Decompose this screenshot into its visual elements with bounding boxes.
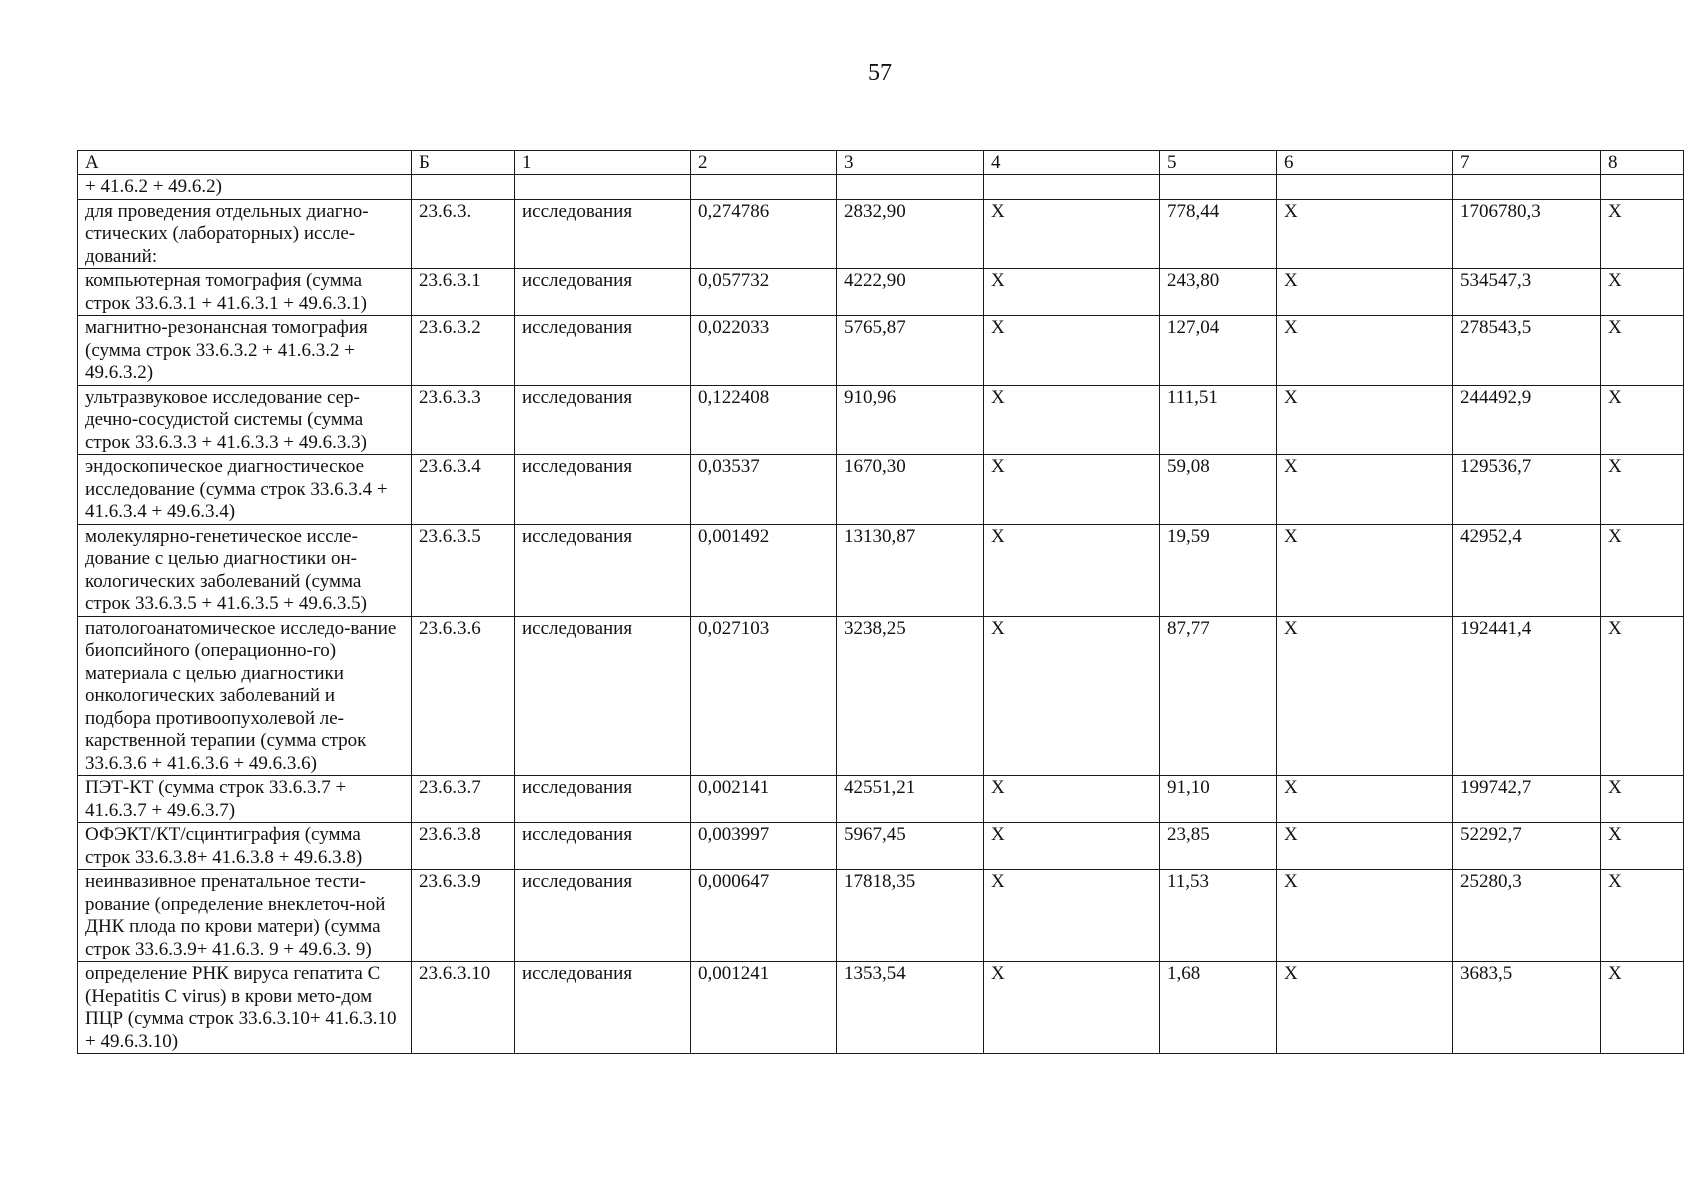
table-row <box>78 316 1684 386</box>
cell-code: 23.6.3.9 <box>412 870 515 962</box>
cell-col2: 0,022033 <box>691 316 837 386</box>
table-row <box>78 385 1684 455</box>
header-cell-b: Б <box>412 151 515 175</box>
table-row <box>78 199 1684 269</box>
cell-col3: 5967,45 <box>837 823 984 870</box>
header-cell-4: 4 <box>984 151 1160 175</box>
cell-col7: 192441,4 <box>1453 616 1601 776</box>
cell-unit: исследования <box>515 316 691 386</box>
cell-col3: 4222,90 <box>837 269 984 316</box>
table-row <box>78 524 1684 616</box>
cell-col2: 0,057732 <box>691 269 837 316</box>
cell-col8: Х <box>1601 776 1684 823</box>
cell-col4: Х <box>984 616 1160 776</box>
cell-col6: Х <box>1277 870 1453 962</box>
cell-name: ОФЭКТ/КТ/сцинтиграфия (сумма строк 33.6.3.8+ 41.6.3.8 + 49.6.3.8) <box>78 823 412 870</box>
cell-col5: 243,80 <box>1160 269 1277 316</box>
table-row <box>78 455 1684 525</box>
cell-unit: исследования <box>515 524 691 616</box>
cell-name: определение РНК вируса гепатита С (Hepatitis C virus) в крови мето-дом ПЦР (сумма строк 33.6.3.10+ 41.6.3.10 + 49.6.3.10) <box>78 962 412 1054</box>
cell-col3: 3238,25 <box>837 616 984 776</box>
cell-col2: 0,274786 <box>691 199 837 269</box>
cell-unit <box>515 175 691 200</box>
table-header-row <box>78 151 1684 175</box>
cell-col8: Х <box>1601 823 1684 870</box>
cell-name: эндоскопическое диагностическое исследование (сумма строк 33.6.3.4 + 41.6.3.4 + 49.6.3.4) <box>78 455 412 525</box>
cell-col7: 244492,9 <box>1453 385 1601 455</box>
cell-name: патологоанатомическое исследо-вание биопсийного (операционно-го) материала с целью диагностики онкологических заболеваний и подбора противоопухолевой ле-карственной терапии (сумма строк 33.6.3.6 + 41.6.3.6 + 49.6.3.6) <box>78 616 412 776</box>
table-row <box>78 175 1684 200</box>
cell-code: 23.6.3. <box>412 199 515 269</box>
cell-unit: исследования <box>515 776 691 823</box>
cell-col5: 19,59 <box>1160 524 1277 616</box>
cell-col5: 11,53 <box>1160 870 1277 962</box>
header-cell-3: 3 <box>837 151 984 175</box>
cell-col7: 534547,3 <box>1453 269 1601 316</box>
cell-unit: исследования <box>515 199 691 269</box>
cell-code: 23.6.3.10 <box>412 962 515 1054</box>
cell-code: 23.6.3.6 <box>412 616 515 776</box>
cell-col7: 278543,5 <box>1453 316 1601 386</box>
cell-name: неинвазивное пренатальное тести-рование (определение внеклеточ-ной ДНК плода по крови матери) (сумма строк 33.6.3.9+ 41.6.3. 9 + 49.6.3. 9) <box>78 870 412 962</box>
cell-col8: Х <box>1601 962 1684 1054</box>
cell-code: 23.6.3.4 <box>412 455 515 525</box>
cell-col4: Х <box>984 269 1160 316</box>
cell-col6: Х <box>1277 316 1453 386</box>
cell-unit: исследования <box>515 962 691 1054</box>
cell-col2: 0,003997 <box>691 823 837 870</box>
cell-code: 23.6.3.1 <box>412 269 515 316</box>
cell-code: 23.6.3.8 <box>412 823 515 870</box>
cell-col3: 13130,87 <box>837 524 984 616</box>
cell-unit: исследования <box>515 455 691 525</box>
cell-name: ультразвуковое исследование сер-дечно-сосудистой системы (сумма строк 33.6.3.3 + 41.6.3.3 + 49.6.3.3) <box>78 385 412 455</box>
cell-col3: 1353,54 <box>837 962 984 1054</box>
header-cell-7: 7 <box>1453 151 1601 175</box>
cell-col4 <box>984 175 1160 200</box>
table-row <box>78 269 1684 316</box>
cell-col6: Х <box>1277 385 1453 455</box>
cell-code <box>412 175 515 200</box>
cell-col2: 0,122408 <box>691 385 837 455</box>
cell-col5 <box>1160 175 1277 200</box>
cell-col6: Х <box>1277 776 1453 823</box>
table-row <box>78 823 1684 870</box>
cell-col4: Х <box>984 524 1160 616</box>
cell-col6: Х <box>1277 524 1453 616</box>
cell-col3: 42551,21 <box>837 776 984 823</box>
cell-col8: Х <box>1601 269 1684 316</box>
cell-code: 23.6.3.3 <box>412 385 515 455</box>
cell-col4: Х <box>984 823 1160 870</box>
cell-col5: 87,77 <box>1160 616 1277 776</box>
cell-col4: Х <box>984 870 1160 962</box>
cell-col7: 52292,7 <box>1453 823 1601 870</box>
cell-unit: исследования <box>515 269 691 316</box>
cell-col4: Х <box>984 385 1160 455</box>
header-cell-6: 6 <box>1277 151 1453 175</box>
cell-col6: Х <box>1277 962 1453 1054</box>
cell-col6: Х <box>1277 823 1453 870</box>
cell-col2: 0,001492 <box>691 524 837 616</box>
cell-col5: 778,44 <box>1160 199 1277 269</box>
header-cell-a: А <box>78 151 412 175</box>
cell-col8: Х <box>1601 870 1684 962</box>
cell-col2: 0,000647 <box>691 870 837 962</box>
cell-code: 23.6.3.2 <box>412 316 515 386</box>
cell-col3: 910,96 <box>837 385 984 455</box>
table-row <box>78 870 1684 962</box>
cell-col4: Х <box>984 776 1160 823</box>
cell-col5: 23,85 <box>1160 823 1277 870</box>
cell-col7: 199742,7 <box>1453 776 1601 823</box>
cell-code: 23.6.3.5 <box>412 524 515 616</box>
data-table <box>77 150 1684 1054</box>
cell-col3 <box>837 175 984 200</box>
cell-unit: исследования <box>515 870 691 962</box>
cell-col2: 0,002141 <box>691 776 837 823</box>
cell-name: ПЭТ-КТ (сумма строк 33.6.3.7 + 41.6.3.7 + 49.6.3.7) <box>78 776 412 823</box>
table-row <box>78 776 1684 823</box>
cell-col8: Х <box>1601 455 1684 525</box>
cell-col3: 5765,87 <box>837 316 984 386</box>
page-number: 57 <box>868 60 892 86</box>
cell-col7: 129536,7 <box>1453 455 1601 525</box>
cell-col8: Х <box>1601 316 1684 386</box>
cell-col2 <box>691 175 837 200</box>
cell-name: молекулярно-генетическое иссле-дование с целью диагностики он-кологических заболеваний (сумма строк 33.6.3.5 + 41.6.3.5 + 49.6.3.5) <box>78 524 412 616</box>
cell-col7: 42952,4 <box>1453 524 1601 616</box>
cell-col4: Х <box>984 199 1160 269</box>
cell-col5: 1,68 <box>1160 962 1277 1054</box>
cell-col8 <box>1601 175 1684 200</box>
header-cell-8: 8 <box>1601 151 1684 175</box>
cell-unit: исследования <box>515 385 691 455</box>
cell-col6: Х <box>1277 616 1453 776</box>
cell-col6 <box>1277 175 1453 200</box>
header-cell-5: 5 <box>1160 151 1277 175</box>
header-cell-1: 1 <box>515 151 691 175</box>
header-cell-2: 2 <box>691 151 837 175</box>
cell-col7: 1706780,3 <box>1453 199 1601 269</box>
cell-col8: Х <box>1601 524 1684 616</box>
cell-col8: Х <box>1601 385 1684 455</box>
cell-unit: исследования <box>515 823 691 870</box>
cell-col8: Х <box>1601 616 1684 776</box>
cell-col6: Х <box>1277 199 1453 269</box>
cell-col7: 25280,3 <box>1453 870 1601 962</box>
cell-col2: 0,03537 <box>691 455 837 525</box>
cell-col4: Х <box>984 316 1160 386</box>
cell-col7: 3683,5 <box>1453 962 1601 1054</box>
cell-col5: 111,51 <box>1160 385 1277 455</box>
cell-col3: 17818,35 <box>837 870 984 962</box>
cell-unit: исследования <box>515 616 691 776</box>
cell-code: 23.6.3.7 <box>412 776 515 823</box>
cell-name: магнитно-резонансная томография (сумма строк 33.6.3.2 + 41.6.3.2 + 49.6.3.2) <box>78 316 412 386</box>
cell-col4: Х <box>984 962 1160 1054</box>
cell-col4: Х <box>984 455 1160 525</box>
cell-col5: 59,08 <box>1160 455 1277 525</box>
cell-col2: 0,027103 <box>691 616 837 776</box>
table-row <box>78 962 1684 1054</box>
table-row <box>78 616 1684 776</box>
cell-name: + 41.6.2 + 49.6.2) <box>78 175 412 200</box>
cell-col2: 0,001241 <box>691 962 837 1054</box>
cell-col7 <box>1453 175 1601 200</box>
cell-col6: Х <box>1277 269 1453 316</box>
cell-col3: 1670,30 <box>837 455 984 525</box>
cell-col6: Х <box>1277 455 1453 525</box>
cell-name: для проведения отдельных диагно-стических (лабораторных) иссле-дований: <box>78 199 412 269</box>
cell-name: компьютерная томография (сумма строк 33.6.3.1 + 41.6.3.1 + 49.6.3.1) <box>78 269 412 316</box>
cell-col8: Х <box>1601 199 1684 269</box>
cell-col5: 91,10 <box>1160 776 1277 823</box>
cell-col3: 2832,90 <box>837 199 984 269</box>
cell-col5: 127,04 <box>1160 316 1277 386</box>
